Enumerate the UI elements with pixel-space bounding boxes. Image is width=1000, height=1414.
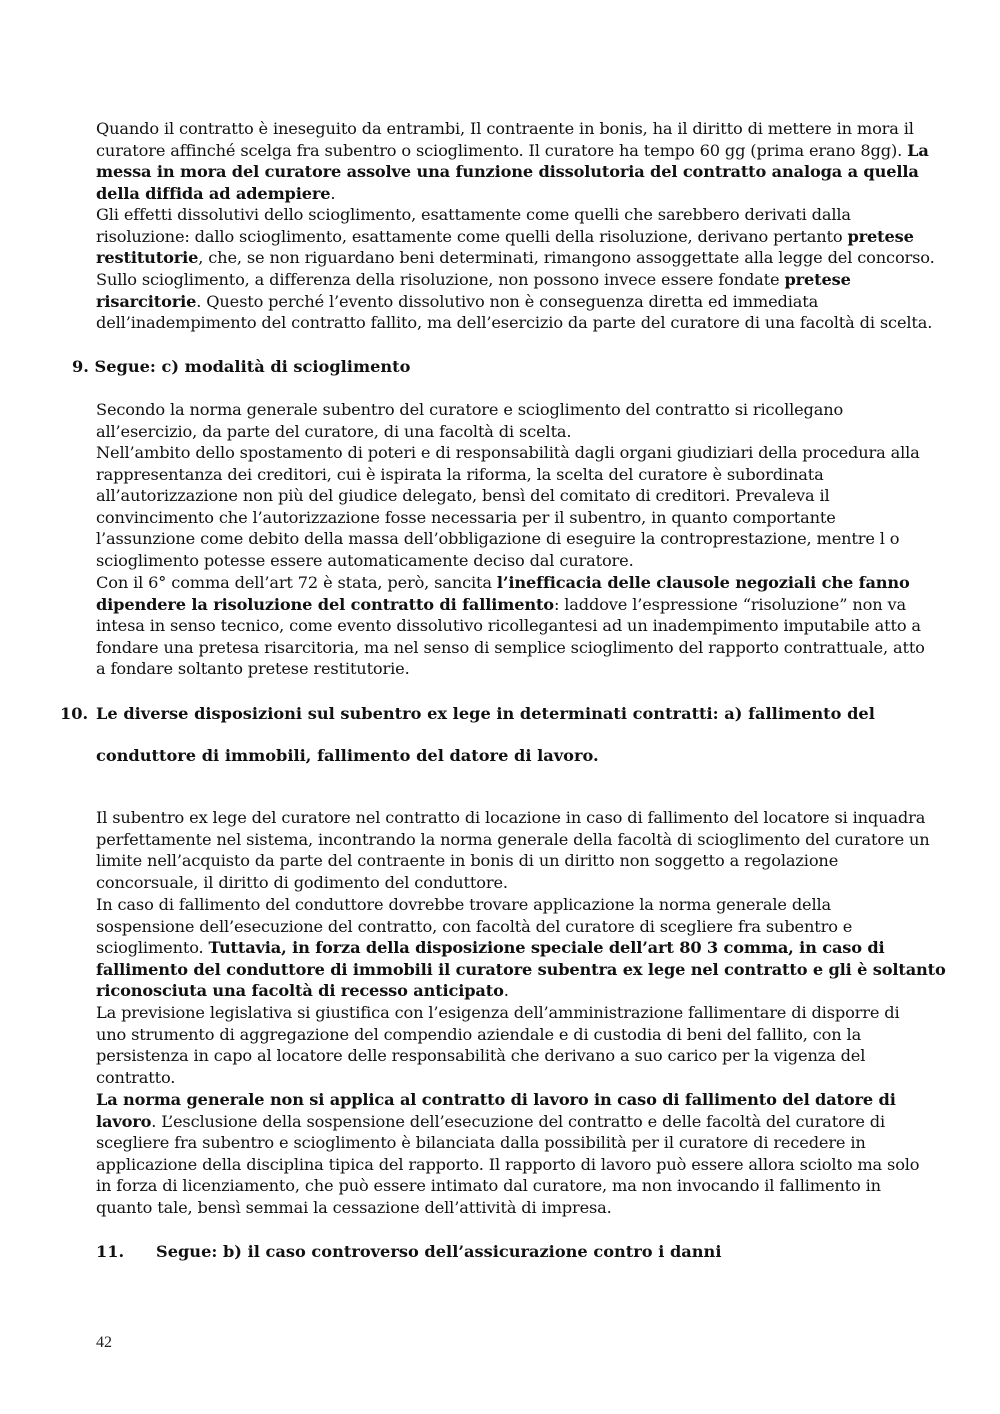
text-line: risarcitorie. Questo perché l’evento dissolutivo non è conseguenza diretta ed immediata bbox=[96, 291, 819, 311]
section-heading-10 bbox=[60, 703, 875, 725]
text-line: contratto. bbox=[96, 1067, 176, 1087]
text-line: dell’inadempimento del contratto fallito, ma dell’esercizio da parte del curatore di una facoltà di scelta. bbox=[96, 313, 933, 333]
paragraph-norma-generale bbox=[96, 399, 904, 442]
text-line: l’assunzione come debito della massa dell’obbligazione di eseguire la controprestazione, mentre l o bbox=[96, 529, 900, 549]
text-line: scegliere fra subentro e scioglimento è bilanciata dalla possibilità per il curatore di recedere in bbox=[96, 1133, 866, 1153]
bold-text: La bbox=[907, 140, 929, 160]
bold-text: messa in mora del curatore assolve una funzione dissolutoria del contratto analoga a quella bbox=[96, 162, 919, 182]
section-heading-9 bbox=[72, 356, 410, 378]
paragraph-previsione-legislativa bbox=[96, 1002, 904, 1088]
section-heading-11 bbox=[96, 1241, 721, 1263]
text-line: La previsione legislativa si giustifica con l’esigenza dell’amministrazione fallimentare di disporre di bbox=[96, 1003, 900, 1022]
text-line: uno strumento di aggregazione del compendio aziendale e di custodia di beni del fallito, con la bbox=[96, 1024, 862, 1044]
paragraph-effetti-dissolutivi bbox=[96, 204, 935, 269]
text-line: convincimento che l’autorizzazione fosse necessaria per il subentro, in quanto comportante bbox=[96, 507, 836, 527]
text-line: fondare una pretesa risarcitoria, ma nel senso di semplice scioglimento del rapporto contrattuale, atto bbox=[96, 637, 925, 657]
bold-text: risarcitorie bbox=[96, 291, 197, 311]
bold-text: fallimento del conduttore di immobili il curatore subentra ex lege nel contratto e gli è soltanto bbox=[96, 959, 946, 979]
text-line: Nell’ambito dello spostamento di poteri e di responsabilità dagli organi giudiziari della procedura alla bbox=[96, 443, 920, 462]
text-line: in forza di licenziamento, che può essere intimato dal curatore, ma non invocando il fallimento in bbox=[96, 1176, 881, 1196]
bold-text: restitutorie bbox=[96, 248, 199, 268]
heading-text: Segue: c) modalità di scioglimento bbox=[94, 357, 411, 376]
heading-number: 11. bbox=[96, 1242, 125, 1261]
text-line bbox=[96, 161, 919, 183]
bold-text: pretese bbox=[847, 226, 914, 246]
page-number: 42 bbox=[96, 1334, 112, 1351]
section-heading-10-continued bbox=[96, 745, 599, 767]
text-line: limite nell’acquisto da parte del contraente in bonis di un diritto non soggetto a regolazione bbox=[96, 851, 839, 871]
paragraph-pretese-risarcitorie bbox=[96, 269, 933, 334]
text-line: della diffida ad adempiere. bbox=[96, 183, 336, 203]
text-line: sospensione dell’esecuzione del contratto, con facoltà del curatore di scegliere fra subentro e bbox=[96, 916, 853, 936]
text-line: concorsuale, il diritto di godimento del conduttore. bbox=[96, 872, 508, 892]
paragraph-clausole-negoziali bbox=[96, 572, 925, 680]
text-line: scioglimento. Tuttavia, in forza della disposizione speciale dell’art 80 3 comma, in caso di bbox=[96, 938, 885, 958]
text-line: all’autorizzazione non più del giudice delegato, bensì del comitato di creditori. Prevaleva il bbox=[96, 486, 830, 506]
text-line: In caso di fallimento del conduttore dovrebbe trovare applicazione la norma generale della bbox=[96, 895, 832, 914]
text-line: rappresentanza dei creditori, cui è ispirata la riforma, la scelta del curatore è subordinata bbox=[96, 464, 824, 484]
bold-text: pretese bbox=[784, 270, 851, 289]
paragraph-messa-in-mora bbox=[96, 118, 929, 204]
heading-text-line-1: Le diverse disposizioni sul subentro ex lege in determinati contratti: a) fallimento del bbox=[96, 704, 875, 723]
text-line: quanto tale, bensì semmai la cessazione dell’attività di impresa. bbox=[96, 1197, 612, 1217]
paragraph-spostamento-poteri bbox=[96, 442, 920, 572]
heading-text: Segue: b) il caso controverso dell’assicurazione contro i danni bbox=[156, 1242, 722, 1261]
text-line: perfettamente nel sistema, incontrando la norma generale della facoltà di scioglimento del curatore un bbox=[96, 829, 930, 849]
text-line: persistenza in capo al locatore delle responsabilità che derivano a suo carico per la vigenza del bbox=[96, 1046, 866, 1066]
heading-number: 10. bbox=[60, 704, 89, 723]
text-line: dipendere la risoluzione del contratto di fallimento: laddove l’espressione “risoluzione” non va bbox=[96, 594, 906, 614]
bold-text: La norma generale non si applica al contratto di lavoro in caso di fallimento del datore di bbox=[96, 1090, 896, 1109]
text-line: applicazione della disciplina tipica del rapporto. Il rapporto di lavoro può essere allora sciolto ma solo bbox=[96, 1154, 920, 1174]
bold-text: l’inefficacia delle clausole negoziali che fanno bbox=[496, 573, 910, 592]
text-line: lavoro. L’esclusione della sospensione dell’esecuzione del contratto e delle facoltà del curatore di bbox=[96, 1111, 885, 1131]
heading-text-line-2: conduttore di immobili, fallimento del datore di lavoro. bbox=[96, 746, 599, 765]
text-line: Con il 6° comma dell’art 72 è stata, però, sancita l’inefficacia delle clausole negoziali che fanno bbox=[96, 573, 910, 592]
text-line: Quando il contratto è ineseguito da entrambi, Il contraente in bonis, ha il diritto di mettere in mora il bbox=[96, 119, 914, 138]
text-line: curatore affinché scelga fra subentro o scioglimento. Il curatore ha tempo 60 gg (prima erano 8gg). La bbox=[96, 140, 929, 160]
text-line: intesa in senso tecnico, come evento dissolutivo ricollegantesi ad un inadempimento imputabile atto a bbox=[96, 616, 921, 636]
text-line: all’esercizio, da parte del curatore, di una facoltà di scelta. bbox=[96, 421, 572, 441]
heading-number: 9. bbox=[72, 357, 89, 376]
paragraph-fallimento-conduttore bbox=[96, 894, 946, 1002]
bold-text: Tuttavia, in forza della disposizione speciale dell’art 80 3 comma, in caso di bbox=[208, 938, 885, 958]
text-line: risoluzione: dallo scioglimento, esattamente come quelli della risoluzione, derivano pertanto pretese bbox=[96, 226, 914, 246]
text-line: Il subentro ex lege del curatore nel contratto di locazione in caso di fallimento del locatore si inquadra bbox=[96, 808, 926, 827]
bold-text: riconosciuta una facoltà di recesso anticipato bbox=[96, 981, 504, 1001]
text-line: Gli effetti dissolutivi dello scioglimento, esattamente come quelli che sarebbero derivati dalla bbox=[96, 205, 851, 224]
bold-text: della diffida ad adempiere bbox=[96, 183, 331, 203]
paragraph-subentro-locazione bbox=[96, 807, 930, 893]
text-line: a fondare soltanto pretese restitutorie. bbox=[96, 659, 410, 679]
text-line: Sullo scioglimento, a differenza della risoluzione, non possono invece essere fondate pretese bbox=[96, 270, 851, 289]
text-line: Secondo la norma generale subentro del curatore e scioglimento del contratto si ricollegano bbox=[96, 400, 844, 419]
bold-text: dipendere la risoluzione del contratto di fallimento bbox=[96, 594, 554, 614]
text-line: riconosciuta una facoltà di recesso anticipato. bbox=[96, 981, 509, 1001]
text-line bbox=[96, 1089, 904, 1111]
text-line: restitutorie, che, se non riguardano beni determinati, rimangono assoggettate alla legge del concorso. bbox=[96, 248, 935, 268]
bold-text: lavoro bbox=[96, 1111, 152, 1131]
paragraph-contratto-lavoro bbox=[96, 1089, 920, 1219]
text-line bbox=[96, 959, 946, 981]
text-line: scioglimento potesse essere automaticamente deciso dal curatore. bbox=[96, 550, 634, 570]
